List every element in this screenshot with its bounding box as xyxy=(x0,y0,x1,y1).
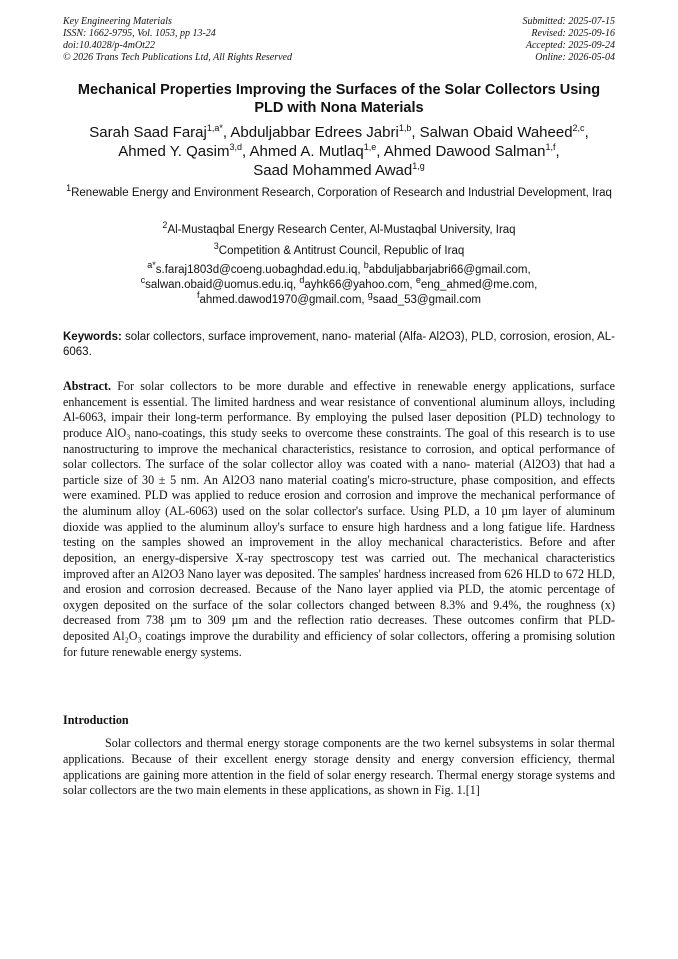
affiliation-2 xyxy=(63,220,615,238)
affiliation-3 xyxy=(63,241,615,259)
affiliation-mark: 2 xyxy=(162,220,168,231)
affiliation-1 xyxy=(63,183,615,201)
author-affiliation-mark: 1,a* xyxy=(206,123,223,133)
affiliation-text: Al-Mustaqbal Energy Research Center, Al-Mustaqbal University, Iraq xyxy=(167,224,516,236)
author-separator: , xyxy=(376,143,384,160)
email-mark: b xyxy=(363,260,369,271)
email-link[interactable]: eng_ahmed@me.com, xyxy=(420,279,538,291)
author: Ahmed A. Mutlaq xyxy=(249,143,364,160)
keywords xyxy=(63,330,615,360)
email-link[interactable]: ahmed.dawod1970@gmail.com, xyxy=(199,294,368,306)
author-affiliation-mark: 2,c xyxy=(572,123,585,133)
author: Salwan Obaid Waheed xyxy=(419,124,573,141)
author-list xyxy=(63,123,615,180)
email-mark: a* xyxy=(147,260,156,271)
copyright: © 2026 Trans Tech Publications Ltd, All Rights Reserved xyxy=(63,52,292,63)
online-date: Online: 2026-05-04 xyxy=(535,52,615,63)
author-affiliation-mark: 1,b xyxy=(398,123,412,133)
affiliation-mark: 1 xyxy=(66,183,72,194)
affiliation-text: Renewable Energy and Environment Research, Corporation of Research and Industrial Development, Iraq xyxy=(71,187,612,199)
affiliation-mark: 3 xyxy=(213,241,219,252)
author: Abduljabbar Edrees Jabri xyxy=(230,124,399,141)
email-mark: d xyxy=(299,275,305,286)
abstract xyxy=(63,379,615,660)
submitted-date: Submitted: 2025-07-15 xyxy=(522,16,615,27)
introduction-heading: Introduction xyxy=(63,713,129,727)
email-mark: c xyxy=(140,275,146,286)
email-mark: g xyxy=(367,290,373,301)
email-link[interactable]: s.faraj1803d@coeng.uobaghdad.edu.iq, xyxy=(155,264,364,276)
author-affiliation-mark: 3,d xyxy=(229,142,242,152)
email-link[interactable]: abduljabbarjabri66@gmail.com, xyxy=(368,264,531,276)
revised-date: Revised: 2025-09-16 xyxy=(531,28,615,39)
author-affiliation-mark: 1,e xyxy=(363,142,377,152)
affiliation-text: Competition & Antitrust Council, Republic of Iraq xyxy=(218,245,465,257)
author: Sarah Saad Faraj xyxy=(89,124,207,141)
author-separator: , xyxy=(584,124,589,141)
paper-title: Mechanical Properties Improving the Surfaces of the Solar Collectors Using PLD with Nona Materials xyxy=(77,82,601,116)
email-link[interactable]: ayhk66@yahoo.com, xyxy=(304,279,416,291)
introduction-text: Solar collectors and thermal energy storage components are the two kernel subsystems in solar thermal applications. Because of their excellent energy storage density and energy conversion efficiency, thermal applications are gaining more attention in the field of solar energy research. Thermal energy storage systems and solar collectors are the two main elements in these applications, as shown in Fig. 1.[1] xyxy=(63,736,615,798)
author-affiliation-mark: 1,f xyxy=(545,142,556,152)
accepted-date: Accepted: 2025-09-24 xyxy=(525,40,615,51)
abstract-text: For solar collectors to be more durable and effective in renewable energy applications, surface enhancement is essential. The limited hardness and wear resistance of conventional aluminum alloys, including Al-6063, impair their long-term performance. By employing the pulsed laser deposition (PLD) technology to produce AlO₃ nano-coatings, this study seeks to overcome these constraints. The goal of this research is to use nanostructuring to improve the mechanical characteristics, resistance to corrosion, and optical performance of solar collectors. The surface of the solar collector alloy was coated with a nano- material (Al2O3) that had a particle size of 30 ± 5 nm. An Al2O3 nano material coating's micro-structure, phase composition, and effects were examined. PLD was applied to reduce erosion and corrosion and improve the mechanical performance of the aluminum alloy (AL-6063) used on the solar collector's surface. Using PLD, a 10 µm layer of aluminum dioxide was applied to the aluminum alloy's surface to ensure high hardness and a long fatigue life. Hardness testing on the samples showed an improvement in the alloy mechanical characteristics. Before and after deposition, an energy-dispersive X-ray spectroscopy test was carried out. The mechanical characteristics improved after an Al2O3 Nano layer was deposited. The samples' hardness increased from 626 HLD to 672 HLD, and erosion and corrosion decreased. Because of the Nano layer applied via PLD, the atomic percentage of oxygen deposited on the surface of the solar collectors changed between 8.3% and 9.4%, the roughness (x) decreased from 738 µm to 309 µm and the reflection ratio decreases. These outcomes confirm that PLD-deposited Al₂O₃ coatings improve the durability and efficiency of solar collectors, offering a promising solution for future renewable energy systems. xyxy=(63,379,615,659)
abstract-label: Abstract. xyxy=(63,379,112,393)
email-mark: f xyxy=(196,290,200,301)
author: Ahmed Y. Qasim xyxy=(118,143,230,160)
email-link[interactable]: salwan.obaid@uomus.edu.iq, xyxy=(145,279,300,291)
author-emails xyxy=(63,260,615,308)
author-affiliation-mark: 1,g xyxy=(412,161,425,171)
email-link[interactable]: saad_53@gmail.com xyxy=(372,294,482,306)
doi: doi:10.4028/p-4mOt22 xyxy=(63,40,155,51)
author-separator: , xyxy=(411,124,420,141)
journal-name: Key Engineering Materials xyxy=(63,16,172,27)
author-separator: , xyxy=(222,124,231,141)
author-separator: , xyxy=(555,143,560,160)
journal-info xyxy=(63,16,292,64)
email-mark: e xyxy=(415,275,421,286)
keywords-text: solar collectors, surface improvement, nano- material (Alfa- Al2O3), PLD, corrosion, erosion, AL-6063. xyxy=(63,331,615,358)
author: Saad Mohammed Awad xyxy=(253,162,413,179)
author-separator: , xyxy=(241,143,250,160)
author: Ahmed Dawood Salman xyxy=(383,143,546,160)
publication-dates xyxy=(523,16,616,64)
keywords-label: Keywords: xyxy=(63,331,122,343)
issn: ISSN: 1662-9795, Vol. 1053, pp 13-24 xyxy=(63,28,216,39)
